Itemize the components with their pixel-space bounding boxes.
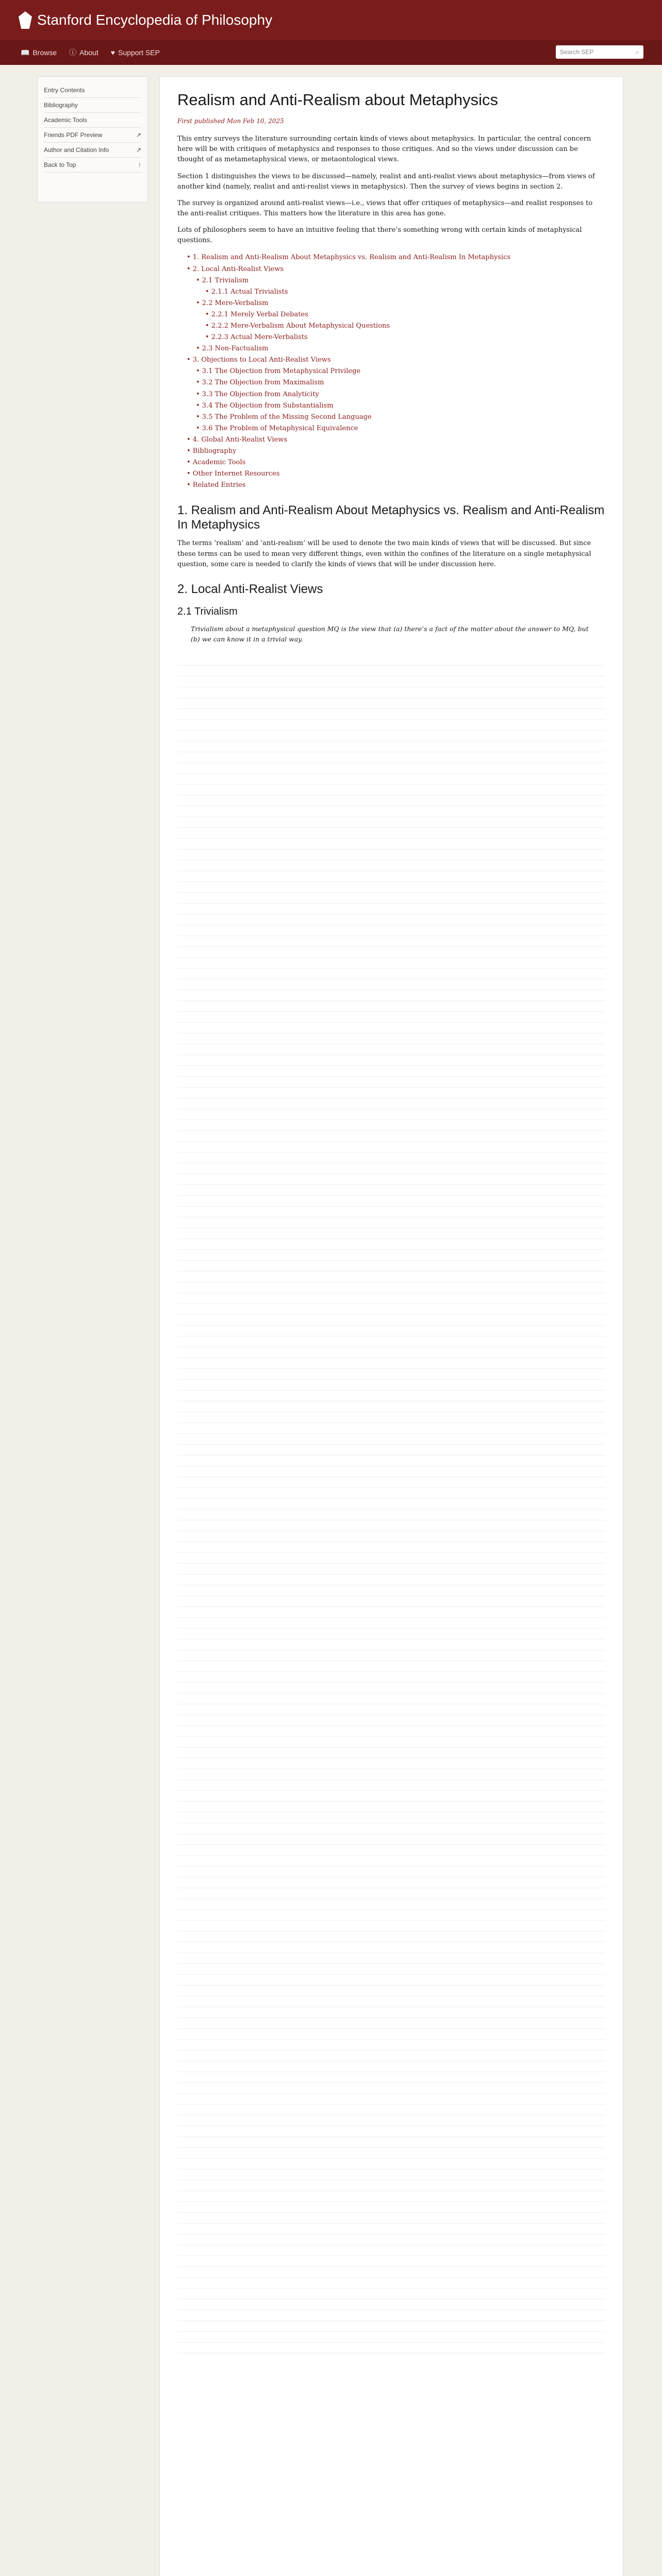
toc-item[interactable]: • 2.1 Trivialism	[196, 276, 249, 284]
toc-item[interactable]: • 3. Objections to Local Anti-Realist Views	[187, 356, 331, 364]
sub-navigation	[0, 40, 662, 65]
article-title: Realism and Anti-Realism about Metaphysics	[177, 91, 498, 109]
toc-item[interactable]: • Bibliography	[187, 447, 237, 455]
sidebar-item-pdf-preview[interactable]: Friends PDF Preview ↗	[44, 128, 141, 143]
sidebar-item-citation-info[interactable]: Author and Citation Info ↗	[44, 143, 141, 158]
toc-item[interactable]: • 2.2 Mere-Verbalism	[196, 299, 269, 307]
toc-item[interactable]: • Related Entries	[187, 481, 246, 489]
toc-item[interactable]: • 2.2.3 Actual Mere-Verbalists	[205, 333, 308, 342]
search-icon[interactable]: ⌕	[636, 48, 639, 56]
top-bar	[0, 0, 662, 40]
intro-paragraph: This entry surveys the literature surrounding certain kinds of views about metaphysics. In particular, the central concern here will be with critiques of metaphysics and responses to those critiques. And so the views under discussion can be thought of as metametaphysical views, or metaontological views.	[177, 135, 591, 164]
toc-item[interactable]: • 2. Local Anti-Realist Views	[187, 265, 284, 273]
sidebar-item-back-to-top[interactable]: Back to Top ↑	[44, 158, 141, 173]
sidebar-item-academic-tools[interactable]: Academic Tools	[44, 113, 141, 128]
table-of-contents	[187, 252, 605, 491]
toc-item[interactable]: • 2.2.1 Merely Verbal Debates	[205, 310, 308, 318]
toc-item[interactable]: • Other Internet Resources	[187, 470, 280, 478]
search-input[interactable]: Search SEP ⌕	[556, 45, 643, 59]
section-heading: 1. Realism and Anti-Realism About Metaphysics vs. Realism and Anti-Realism In Metaphysics	[177, 503, 605, 532]
book-icon: 📖	[21, 48, 30, 57]
block-quote: Trivialism about a metaphysical question MQ is the view that (a) there’s a fact of the matter about the answer to MQ, but (b) we can know it in a trivial way.	[191, 624, 589, 643]
external-link-icon: ↗	[136, 146, 141, 154]
sidebar-item-bibliography[interactable]: Bibliography	[44, 98, 141, 113]
info-icon: ⓘ	[69, 48, 77, 57]
publication-date: First published Mon Feb 10, 2025	[177, 117, 284, 125]
section-paragraph: The terms ‘realism’ and ‘anti-realism’ will be used to denote the two main kinds of views that will be discussed. But since these terms can be used to mean very different things, even within the confines of the literature on a single metaphysical question, some care is needed to clarify the kinds of views that will be under discussion here.	[177, 539, 591, 568]
toc-item[interactable]: • 3.6 The Problem of Metaphysical Equivalence	[196, 424, 358, 432]
nav-browse[interactable]: 📖 Browse	[21, 48, 57, 57]
toc-item[interactable]: • 3.1 The Objection from Metaphysical Privilege	[196, 367, 361, 376]
arrow-up-icon: ↑	[138, 161, 141, 168]
site-logo[interactable]	[19, 11, 272, 29]
toc-item[interactable]: • 3.5 The Problem of the Missing Second Language	[196, 413, 372, 421]
intro-paragraph: Lots of philosophers seem to have an intuitive feeling that there’s something wrong with certain kinds of metaphysical questions.	[177, 226, 582, 245]
section-heading: 2. Local Anti-Realist Views	[177, 582, 323, 596]
toc-item[interactable]: • 3.4 The Objection from Substantialism	[196, 401, 334, 410]
nav-support[interactable]: ♥ Support SEP	[110, 48, 160, 57]
subsection-heading: 2.1 Trivialism	[177, 605, 238, 617]
article-body-continuation	[177, 655, 605, 2355]
toc-item[interactable]: • 1. Realism and Anti-Realism About Metaphysics vs. Realism and Anti-Realism In Metaphysics	[187, 253, 511, 262]
toc-item[interactable]: • 2.1.1 Actual Trivialists	[205, 287, 288, 296]
sep-logo-icon	[19, 11, 32, 29]
heart-icon: ♥	[110, 48, 115, 57]
toc-item[interactable]: • 3.3 The Objection from Analyticity	[196, 390, 319, 398]
toc-item[interactable]: • 3.2 The Objection from Maximalism	[196, 379, 324, 387]
external-link-icon: ↗	[136, 131, 141, 139]
sidebar-item-entry-contents[interactable]: Entry Contents	[44, 83, 141, 98]
article-main	[159, 76, 623, 2576]
intro-paragraph: Section 1 distinguishes the views to be discussed—namely, realist and anti-realist views about metaphysics—from views of another kind (namely, realist and anti-realist views in metaphysics). Then the survey of views begins in section 2.	[177, 172, 595, 191]
toc-item[interactable]: • Academic Tools	[187, 459, 246, 467]
intro-paragraph: The survey is organized around anti-realist views—i.e., views that offer critiques of metaphysics—and realist responses to the anti-realist critiques. This matters how the literature in this area has gone.	[177, 199, 593, 218]
toc-item[interactable]: • 2.3 Non-Factualism	[196, 345, 269, 353]
nav-about[interactable]: ⓘ About	[69, 48, 98, 57]
content-wrap	[37, 76, 625, 2576]
site-title: Stanford Encyclopedia of Philosophy	[37, 12, 273, 28]
toc-item[interactable]: • 4. Global Anti-Realist Views	[187, 435, 287, 444]
toc-item[interactable]: • 2.2.2 Mere-Verbalism About Metaphysical Questions	[205, 322, 390, 330]
sidebar	[37, 76, 148, 202]
nav-links	[21, 47, 160, 58]
